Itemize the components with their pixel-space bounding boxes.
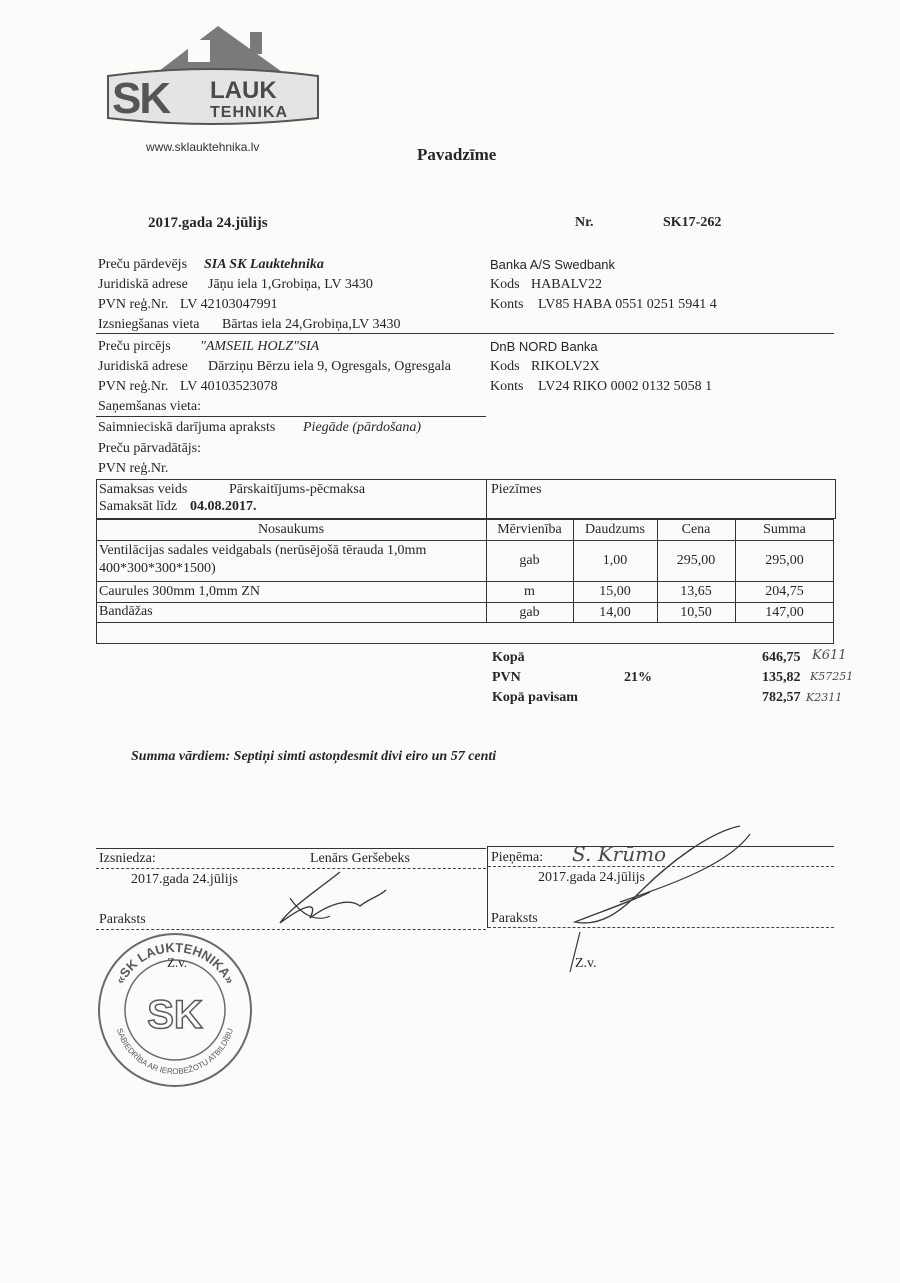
buyer-address: Dārziņu Bērzu iela 9, Ogresgals, Ogresgala: [208, 359, 451, 374]
divider: [96, 622, 834, 623]
carrier-vat-label: PVN reģ.Nr.: [98, 461, 169, 476]
received-by-label: Pieņēma:: [491, 850, 544, 865]
divider: [96, 416, 486, 417]
table-row-sum: 147,00: [765, 604, 804, 620]
vat-label: PVN: [492, 670, 521, 685]
total-value: 782,57: [762, 690, 801, 705]
table-row-name: Bandāžas: [99, 604, 153, 619]
website-link[interactable]: www.sklauktehnika.lv: [146, 140, 260, 154]
divider: [487, 846, 488, 928]
company-logo: [100, 18, 325, 130]
transaction-label: Saimnieciskā darījuma apraksts: [98, 420, 276, 435]
page-title: Pavadzīme: [417, 145, 497, 164]
logo-tehnika-text: TEHNIKA: [210, 104, 289, 121]
payment-due-label: Samaksāt līdz: [99, 499, 178, 514]
total-label: Kopā pavisam: [492, 690, 578, 705]
subtotal-label: Kopā: [492, 650, 525, 665]
table-row-qty: 15,00: [599, 584, 631, 599]
stamp-seal-icon: [95, 930, 255, 1090]
seller-issue-place-label: Izsniegšanas vieta: [98, 317, 200, 332]
divider: [486, 479, 487, 519]
received-by-name: S. Krūmo: [572, 842, 667, 866]
column-header-qty: Daudzums: [585, 522, 645, 537]
column-header-name: Nosaukums: [257, 522, 325, 537]
stamp-center-text: SK: [147, 993, 203, 1037]
seller-address-label: Juridiskā adrese: [98, 277, 188, 292]
table-row-name: Ventilācijas sadales veidgabals (nerūsējošā tērauda 1,0mm: [99, 543, 427, 558]
seller-name: SIA SK Lauktehnika: [204, 257, 324, 272]
table-row-unit: m: [524, 584, 535, 599]
buyer-vat: LV 40103523078: [180, 379, 278, 394]
receiver-stamp-place: Z.v.: [575, 956, 597, 971]
seller-code-label: Kods: [490, 277, 520, 292]
buyer-account-label: Konts: [490, 379, 524, 394]
notes-label: Piezīmes: [491, 482, 542, 497]
payment-type: Pārskaitījums-pēcmaksa: [229, 482, 366, 497]
divider: [96, 848, 486, 849]
buyer-code: RIKOLV2X: [531, 359, 600, 374]
buyer-account: LV24 RIKO 0002 0132 5058 1: [538, 379, 713, 394]
buyer-name: "AMSEIL HOLZ"SIA: [200, 339, 320, 354]
seller-bank: Banka A/S Swedbank: [490, 257, 616, 272]
table-row-price: 13,65: [680, 584, 712, 599]
table-row-price: 10,50: [680, 604, 712, 620]
issuer-stamp-place: Z.v.: [167, 955, 188, 970]
column-header-sum: Summa: [763, 522, 806, 537]
amount-in-words: Summa vārdiem: Septiņi simti astoņdesmit divi eiro un 57 centi: [131, 749, 497, 764]
logo-lauk-text: LAUK: [210, 77, 277, 104]
logo-sk-text: SK: [112, 74, 170, 123]
handwritten-note: K57251: [810, 670, 854, 683]
table-row-sum: 295,00: [765, 553, 804, 568]
seller-code: HABALV22: [531, 277, 603, 292]
table-row-sum: 204,75: [765, 584, 804, 599]
buyer-address-label: Juridiskā adrese: [98, 359, 188, 374]
buyer-label: Preču pircējs: [98, 339, 171, 354]
receiver-signature-icon: [560, 822, 760, 982]
payment-due: 04.08.2017.: [190, 499, 257, 514]
vat-rate: 21%: [624, 670, 652, 685]
buyer-vat-label: PVN reģ.Nr.: [98, 379, 169, 394]
seller-issue-place: Bārtas iela 24,Grobiņa,LV 3430: [222, 317, 401, 332]
subtotal-value: 646,75: [762, 650, 801, 665]
vat-value: 135,82: [762, 670, 801, 685]
seller-account: LV85 HABA 0551 0251 5941 4: [538, 297, 717, 312]
table-row-unit: gab: [519, 604, 540, 620]
issuer-signature-icon: [260, 868, 390, 938]
number-label: Nr.: [575, 215, 594, 230]
receiver-signature-label: Paraksts: [491, 911, 538, 926]
company-stamp: [95, 930, 255, 1090]
payment-type-label: Samaksas veids: [99, 482, 188, 497]
buyer-bank: DnB NORD Banka: [490, 339, 598, 354]
handwritten-note: K2311: [806, 691, 843, 704]
table-row-price: 295,00: [676, 553, 716, 568]
handwritten-note: K611: [812, 648, 847, 663]
issuer-signature-label: Parаksts: [99, 912, 146, 927]
stamp-bottom-text: SABIEDRĪBA AR IEROBEŽOTU ATBILDĪBU: [114, 1027, 236, 1077]
divider: [96, 333, 834, 334]
seller-vat-label: PVN reģ.Nr.: [98, 297, 169, 312]
buyer-code-label: Kods: [490, 359, 520, 374]
document-date: 2017.gada 24.jūlijs: [148, 215, 268, 231]
issued-by-label: Izsniedza:: [99, 851, 156, 866]
buyer-receipt-place-label: Saņemšanas vieta:: [98, 399, 202, 414]
column-header-unit: Mērvienība: [497, 522, 562, 537]
table-row-name: Caurules 300mm 1,0mm ZN: [99, 584, 260, 599]
seller-label: Preču pārdevējs: [98, 257, 188, 272]
column-header-price: Cena: [681, 522, 711, 537]
document-number: SK17-262: [663, 215, 722, 230]
table-row-qty: 1,00: [602, 553, 628, 568]
seller-account-label: Konts: [490, 297, 524, 312]
table-row-name: 400*300*300*1500): [99, 561, 216, 576]
seller-vat: LV 42103047991: [180, 297, 278, 312]
seller-address: Jāņu iela 1,Grobiņa, LV 3430: [208, 277, 373, 292]
transaction-value: Piegāde (pārdošana): [303, 420, 422, 435]
stamp-top-text: «SK LAUKTEHNIKA»: [112, 939, 238, 987]
table-row-qty: 14,00: [599, 604, 631, 620]
carrier-label: Preču pārvadātājs:: [98, 441, 202, 456]
issued-by-name: Lenārs Geršebeks: [310, 851, 410, 866]
issued-date: 2017.gada 24.jūlijs: [131, 872, 238, 887]
received-date: 2017.gada 24.jūlijs: [538, 870, 645, 885]
table-row-unit: gab: [519, 553, 540, 568]
